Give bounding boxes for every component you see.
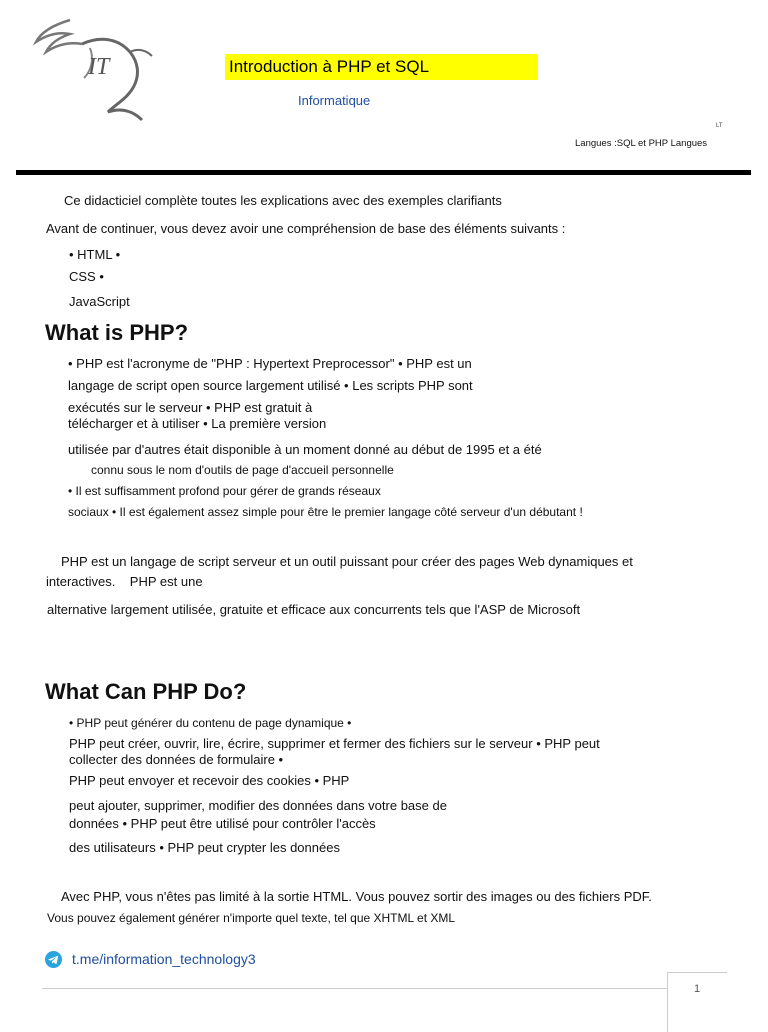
text-line: peut ajouter, supprimer, modifier des données dans votre base de — [69, 798, 447, 813]
text-line: • PHP est l'acronyme de "PHP : Hypertext Preprocessor" • PHP est un — [68, 356, 472, 371]
text-line: exécutés sur le serveur • PHP est gratuit à — [68, 400, 313, 415]
list-item: CSS • — [69, 269, 104, 284]
paragraph-line: PHP est un langage de script serveur et un outil puissant pour créer des pages Web dynamiques et — [61, 554, 633, 569]
intro-line-2: Avant de continuer, vous devez avoir une compréhension de base des éléments suivants : — [46, 221, 566, 236]
section-heading-what-is-php: What is PHP? — [45, 320, 189, 345]
text-line: • PHP peut générer du contenu de page dynamique • — [69, 716, 352, 730]
corner-mark: LT — [716, 123, 723, 129]
section-heading-what-can-php-do: What Can PHP Do? — [45, 679, 247, 704]
telegram-link[interactable]: t.me/information_technology3 — [72, 951, 256, 967]
document-subtitle: Informatique — [298, 93, 371, 108]
paragraph-line: Avec PHP, vous n'êtes pas limité à la sortie HTML. Vous pouvez sortir des images ou des fichiers PDF. — [61, 889, 652, 904]
document-title: Introduction à PHP et SQL — [225, 54, 538, 80]
list-item: JavaScript — [69, 294, 130, 309]
text-line: télécharger et à utiliser • La première version — [68, 416, 327, 431]
page-number: 1 — [694, 983, 701, 995]
paragraph-line: Vous pouvez également générer n'importe quel texte, tel que XHTML et XML — [47, 911, 456, 925]
text-line: données • PHP peut être utilisé pour contrôler l'accès — [69, 816, 376, 831]
paragraph-line: interactives. PHP est une — [46, 574, 203, 589]
page-number-box — [667, 972, 727, 1032]
header-divider — [16, 170, 751, 175]
telegram-icon — [45, 951, 62, 968]
list-item: • HTML • — [69, 247, 121, 262]
footer-rule — [42, 988, 668, 989]
languages-label: Langues :SQL et PHP Langues — [575, 138, 708, 149]
text-line: langage de script open source largement utilisé • Les scripts PHP sont — [68, 378, 473, 393]
text-line: des utilisateurs • PHP peut crypter les données — [69, 840, 340, 855]
dragon-logo-icon — [30, 12, 160, 127]
intro-line-1: Ce didacticiel complète toutes les explications avec des exemples clarifiants — [64, 193, 502, 208]
text-line: PHP peut envoyer et recevoir des cookies • PHP — [69, 773, 350, 788]
paragraph-line: alternative largement utilisée, gratuite et efficace aux concurrents tels que l'ASP de Microsoft — [47, 602, 581, 617]
logo-text: IT — [88, 54, 110, 80]
text-line: collecter des données de formulaire • — [69, 752, 284, 767]
text-line: sociaux • Il est également assez simple pour être le premier langage côté serveur d'un débutant ! — [68, 505, 583, 519]
text-line: utilisée par d'autres était disponible à un moment donné au début de 1995 et a été — [68, 442, 542, 457]
text-line: • Il est suffisamment profond pour gérer de grands réseaux — [68, 484, 381, 498]
text-line: connu sous le nom d'outils de page d'accueil personnelle — [91, 463, 394, 477]
text-line: PHP peut créer, ouvrir, lire, écrire, supprimer et fermer des fichiers sur le serveur • PHP peut — [69, 736, 600, 751]
